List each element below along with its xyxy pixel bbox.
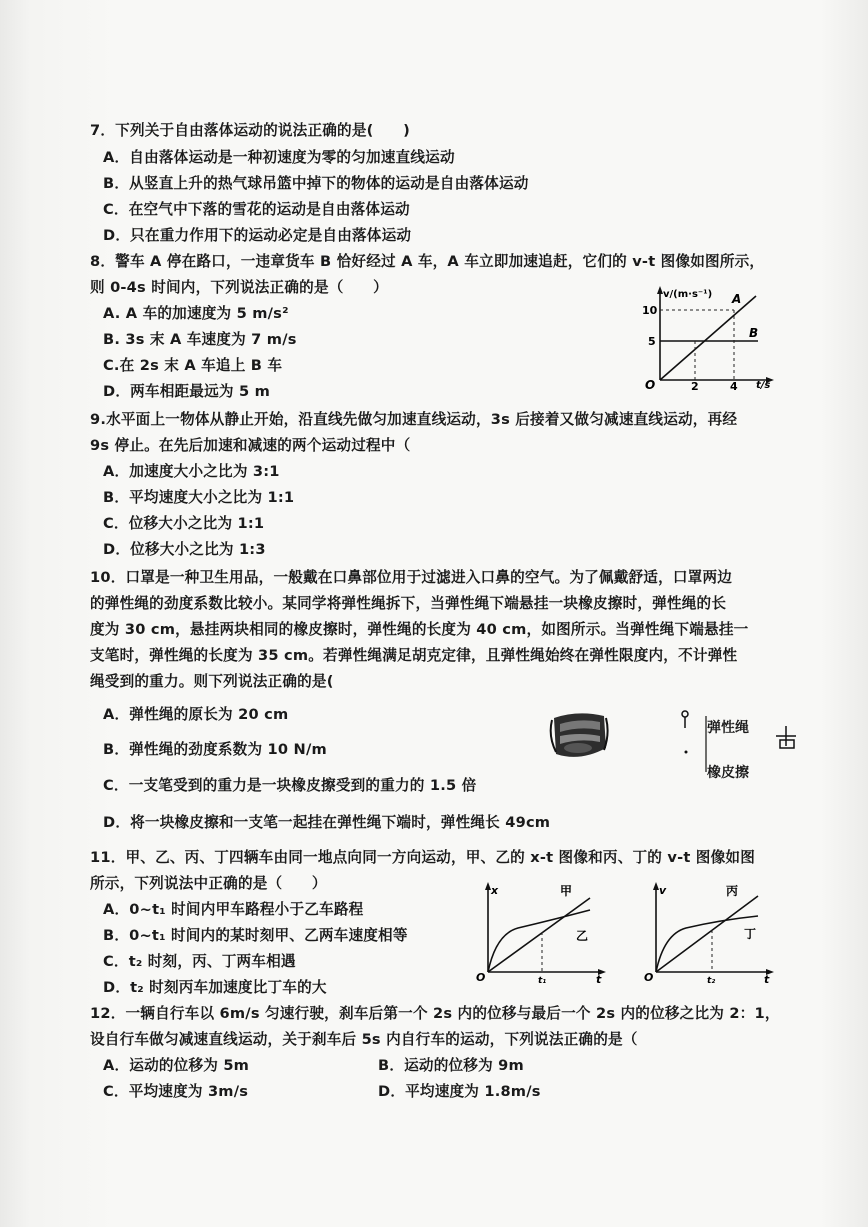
q8-stem-line2: 则 0-4s 时间内，下列说法正确的是（ ）: [90, 279, 388, 296]
q10-option-d: D．将一块橡皮擦和一支笔一起挂在弹性绳下端时，弹性绳长 49cm: [103, 814, 551, 831]
q10-option-a: A．弹性绳的原长为 20 cm: [103, 706, 289, 723]
q8-option-a: A. A 车的加速度为 5 m/s²: [103, 305, 289, 322]
q8-x-axis-label: t/s: [756, 380, 771, 390]
q8-option-c: C.在 2s 末 A 车追上 B 车: [103, 357, 283, 374]
q11-label-yi: 乙: [576, 929, 589, 943]
q7-option-c: C．在空气中下落的雪花的运动是自由落体运动: [103, 201, 410, 218]
q9-option-b: B．平均速度大小之比为 1:1: [103, 489, 295, 506]
q11-option-d: D．t₂ 时刻丙车加速度比丁车的大: [103, 979, 327, 996]
q11-g2-origin: O: [644, 971, 654, 984]
face-mask-image: [548, 708, 610, 764]
q11-label-jia: 甲: [560, 884, 573, 898]
q9-stem-line2: 9s 停止。在先后加速和减速的两个运动过程中（: [90, 437, 411, 454]
q10-stem-line2: 的弹性绳的劲度系数比较小。某同学将弹性绳拆下，当弹性绳下端悬挂一块橡皮擦时，弹性绳的长: [90, 595, 727, 612]
q11-option-a: A．0~t₁ 时间内甲车路程小于乙车路程: [103, 901, 364, 918]
q11-vt-graph: [640, 878, 776, 984]
q11-g2-tick: t₂: [707, 976, 716, 984]
q11-option-b: B．0~t₁ 时间内的某时刻甲、乙两车速度相等: [103, 927, 408, 944]
q7-option-d: D．只在重力作用下的运动必定是自由落体运动: [103, 227, 412, 244]
q11-stem-line1: 11．甲、乙、丙、丁四辆车由同一地点向同一方向运动，甲、乙的 x-t 图像和丙、丁的 v-t 图像如图: [90, 849, 755, 866]
q10-stem-line5: 绳受到的重力。则下列说法正确的是(: [90, 673, 334, 690]
q7-stem: 7．下列关于自由落体运动的说法正确的是( ): [90, 122, 410, 139]
q8-xtick-2: 2: [691, 380, 699, 390]
q10-option-c: C．一支笔受到的重力是一块橡皮擦受到的重力的 1.5 倍: [103, 777, 477, 794]
q11-g2-y-label: v: [659, 884, 667, 897]
q11-stem-line2: 所示，下列说法中正确的是（ ）: [90, 875, 327, 892]
q11-option-c: C．t₂ 时刻，丙、丁两车相遇: [103, 953, 296, 970]
q7-option-a: A．自由落体运动是一种初速度为零的匀加速直线运动: [103, 149, 455, 166]
q8-stem-line1: 8．警车 A 停在路口，一违章货车 B 恰好经过 A 车，A 车立即加速追赶，它们的 v-t 图像如图所示，: [90, 253, 765, 270]
q9-option-d: D．位移大小之比为 1:3: [103, 541, 266, 558]
q8-line-a: [660, 296, 759, 380]
q10-option-b: B．弹性绳的劲度系数为 10 N/m: [103, 741, 327, 758]
q8-label-b: B: [749, 326, 759, 340]
q8-origin: O: [645, 378, 656, 390]
label-elastic-rope: 弹性绳: [707, 720, 749, 736]
q12-option-c: C．平均速度为 3m/s: [103, 1083, 249, 1100]
q12-option-a: A．运动的位移为 5m: [103, 1057, 250, 1074]
q11-g1-x-label: t: [596, 973, 602, 984]
q11-g1-y-label: x: [491, 884, 499, 897]
q8-xtick-4: 4: [730, 380, 738, 390]
q10-stem-line1: 10．口罩是一种卫生用品，一般戴在口鼻部位用于过滤进入口鼻的空气。为了佩戴舒适，口罩两边: [90, 569, 733, 586]
q10-stem-line3: 度为 30 cm，悬挂两块相同的橡皮擦时，弹性绳的长度为 40 cm，如图所示。当弹性绳下端悬挂一: [90, 621, 749, 638]
q7-option-b: B．从竖直上升的热气球吊篮中掉下的物体的运动是自由落体运动: [103, 175, 529, 192]
q10-stem-line4: 支笔时，弹性绳的长度为 35 cm。若弹性绳满足胡克定律，且弹性绳始终在弹性限度内，不计弹性: [90, 647, 738, 664]
q8-option-b: B. 3s 末 A 车速度为 7 m/s: [103, 331, 297, 348]
q12-stem-line1: 12．一辆自行车以 6m/s 匀速行驶，刹车后第一个 2s 内的位移与最后一个 2s 内的位移之比为 2：1，: [90, 1005, 780, 1022]
q8-vt-graph: [632, 282, 782, 390]
q11-g1-origin: O: [476, 971, 486, 984]
q9-stem-line1: 9.水平面上一物体从静止开始，沿直线先做匀加速直线运动，3s 后接着又做匀减速直线运动，再经: [90, 411, 738, 428]
q9-option-c: C．位移大小之比为 1:1: [103, 515, 265, 532]
q9-option-a: A．加速度大小之比为 3:1: [103, 463, 280, 480]
q12-stem-line2: 设自行车做匀减速直线运动，关于刹车后 5s 内自行车的运动，下列说法正确的是（: [90, 1031, 638, 1048]
q8-y-axis-label: v/(m·s⁻¹): [663, 289, 713, 300]
q11-curve-ding: [656, 916, 758, 972]
q8-option-d: D．两车相距最远为 5 m: [103, 383, 270, 400]
q12-option-d: D．平均速度为 1.8m/s: [378, 1083, 541, 1100]
q11-g2-x-label: t: [764, 973, 770, 984]
q8-ytick-5: 5: [648, 335, 656, 348]
q12-option-b: B．运动的位移为 9m: [378, 1057, 524, 1074]
q11-g1-tick: t₁: [538, 976, 547, 984]
q11-label-bing: 丙: [726, 884, 739, 898]
q11-xt-graph: [472, 878, 608, 984]
label-eraser: 橡皮擦: [707, 765, 749, 781]
q11-label-ding: 丁: [744, 927, 757, 941]
q11-line-jia: [488, 898, 590, 972]
q11-curve-yi: [488, 910, 590, 972]
q8-ytick-10: 10: [642, 304, 658, 317]
q8-label-a: A: [732, 292, 742, 306]
q11-line-bing: [656, 896, 758, 972]
